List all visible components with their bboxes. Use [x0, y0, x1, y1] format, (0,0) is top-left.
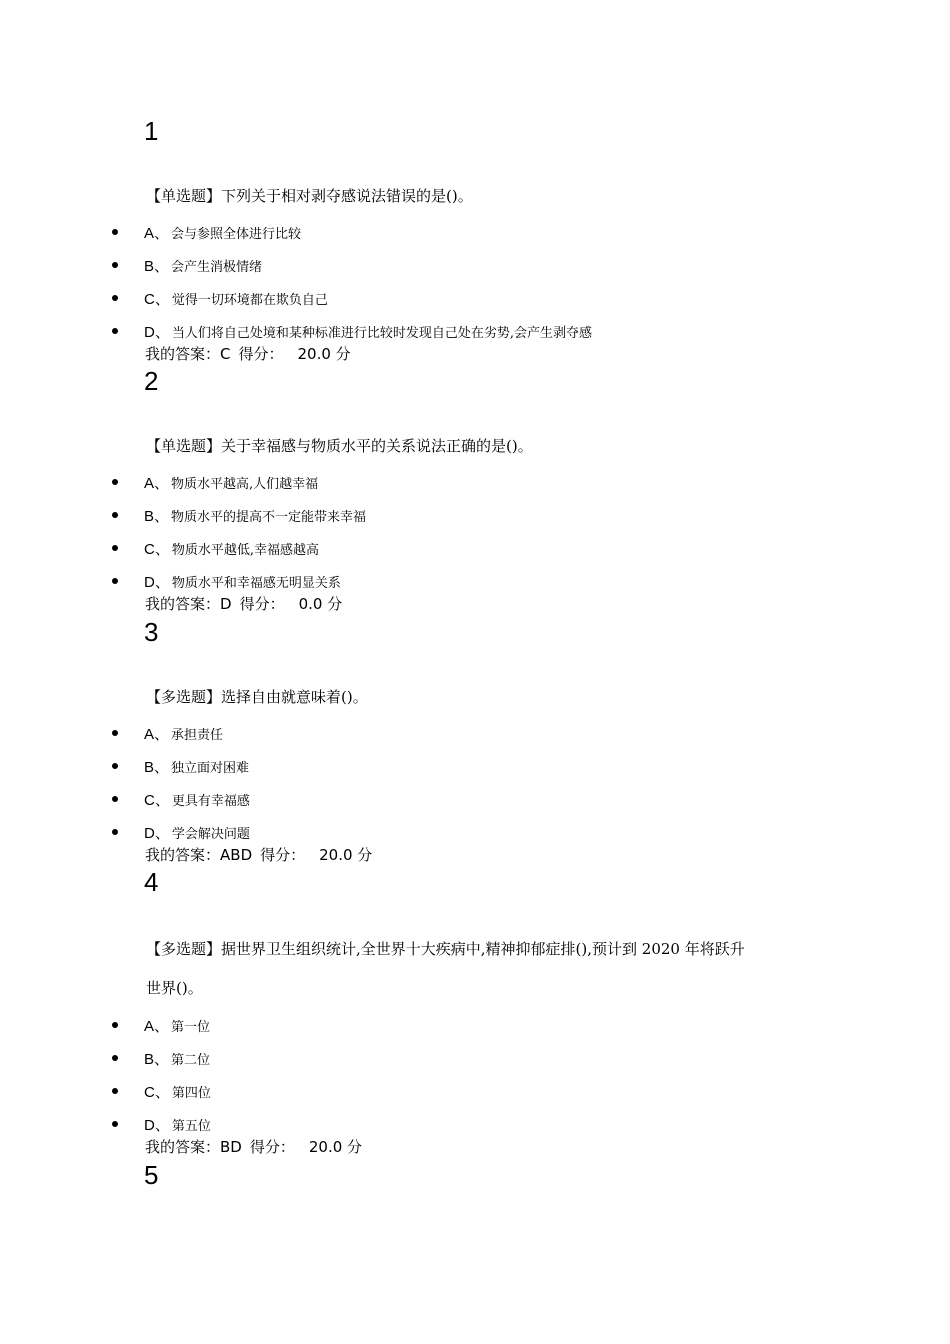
option-d[interactable]: [112, 320, 592, 342]
answer-label: 我的答案：: [145, 1138, 221, 1156]
option-c[interactable]: [112, 1080, 211, 1102]
bullet-icon: [112, 295, 118, 301]
option-text: 物质水平越高,人们越幸福: [171, 476, 319, 492]
option-text: 承担责任: [171, 727, 224, 743]
option-a[interactable]: [112, 722, 223, 744]
bullet-icon: [112, 796, 118, 802]
option-letter: A、: [144, 224, 170, 242]
option-text: 会与参照全体进行比较: [171, 226, 302, 242]
option-letter: D、: [144, 323, 170, 341]
option-letter: D、: [144, 1116, 170, 1134]
answer-label: 我的答案：: [145, 595, 221, 613]
score-value: 0.0 分: [298, 595, 343, 613]
option-letter: C、: [144, 290, 170, 308]
option-c[interactable]: [112, 537, 319, 559]
answer-line: [145, 845, 372, 865]
score-value: 20.0 分: [319, 846, 373, 864]
answer-line: [145, 1137, 362, 1157]
option-d[interactable]: [112, 821, 250, 843]
bullet-icon: [112, 1121, 118, 1127]
question-stem-line: 【多选题】选择自由就意味着()。: [146, 688, 368, 706]
my-answer: C: [220, 345, 231, 363]
bullet-icon: [112, 578, 118, 584]
option-text: 物质水平的提高不一定能带来幸福: [171, 509, 367, 525]
option-letter: D、: [144, 573, 170, 591]
option-letter: B、: [144, 507, 170, 525]
option-text: 会产生消极情绪: [171, 259, 263, 275]
option-text: 当人们将自己处境和某种标准进行比较时发现自己处在劣势,会产生剥夺感: [171, 325, 592, 341]
option-text: 物质水平越低,幸福感越高: [171, 542, 319, 558]
answer-label: 我的答案：: [145, 846, 221, 864]
bullet-icon: [112, 1022, 118, 1028]
my-answer: ABD: [220, 846, 253, 864]
bullet-icon: [112, 262, 118, 268]
question-stem-line: 【单选题】关于幸福感与物质水平的关系说法正确的是()。: [146, 437, 533, 455]
option-text: 物质水平和幸福感无明显关系: [171, 575, 341, 591]
bullet-icon: [112, 1055, 118, 1061]
score-label: 得分：: [239, 595, 285, 613]
bullet-icon: [112, 730, 118, 736]
bullet-icon: [112, 829, 118, 835]
question-stem: [146, 186, 473, 206]
option-b[interactable]: [112, 1047, 210, 1069]
question-stem-line: 世界()。: [146, 979, 203, 997]
option-a[interactable]: [112, 1014, 210, 1036]
option-text: 第二位: [171, 1052, 211, 1068]
score-value: 20.0 分: [308, 1138, 363, 1156]
option-text: 学会解决问题: [171, 826, 250, 842]
option-letter: A、: [144, 1017, 170, 1035]
option-c[interactable]: [112, 287, 328, 309]
score-label: 得分：: [238, 345, 284, 363]
bullet-icon: [112, 512, 118, 518]
question-number: 5: [144, 1160, 159, 1190]
option-d[interactable]: [112, 570, 341, 592]
my-answer: BD: [220, 1138, 242, 1156]
option-a[interactable]: [112, 221, 301, 243]
option-b[interactable]: [112, 504, 366, 526]
bullet-icon: [112, 479, 118, 485]
option-b[interactable]: [112, 254, 262, 276]
score-value: 20.0 分: [297, 345, 351, 363]
bullet-icon: [112, 545, 118, 551]
bullet-icon: [112, 1088, 118, 1094]
option-b[interactable]: [112, 755, 249, 777]
question-stem-line: 【单选题】下列关于相对剥夺感说法错误的是()。: [146, 187, 473, 205]
question-number: 4: [144, 867, 159, 897]
question-stem: [146, 687, 368, 707]
option-letter: B、: [144, 1050, 170, 1068]
option-d[interactable]: [112, 1113, 211, 1135]
question-stem-line: 【多选题】据世界卫生组织统计,全世界十大疾病中,精神抑郁症排(),预计到 2020 年将跃升: [146, 940, 745, 958]
option-a[interactable]: [112, 471, 318, 493]
option-letter: C、: [144, 1083, 170, 1101]
question-number: 2: [144, 366, 159, 396]
option-text: 独立面对困难: [171, 760, 250, 776]
score-label: 得分：: [260, 846, 306, 864]
option-letter: D、: [144, 824, 170, 842]
option-text: 觉得一切环境都在欺负自己: [171, 292, 328, 308]
bullet-icon: [112, 229, 118, 235]
option-letter: A、: [144, 725, 170, 743]
bullet-icon: [112, 763, 118, 769]
option-text: 更具有幸福感: [171, 793, 250, 809]
option-text: 第四位: [171, 1085, 211, 1101]
question-stem: [146, 939, 745, 998]
answer-label: 我的答案：: [145, 345, 221, 363]
my-answer: D: [220, 595, 232, 613]
answer-line: [145, 344, 351, 364]
bullet-icon: [112, 328, 118, 334]
score-label: 得分：: [249, 1138, 295, 1156]
option-letter: C、: [144, 791, 170, 809]
question-number: 1: [144, 116, 159, 146]
option-text: 第一位: [171, 1019, 211, 1035]
option-text: 第五位: [171, 1118, 211, 1134]
option-letter: A、: [144, 474, 170, 492]
question-number: 3: [144, 617, 159, 647]
option-letter: C、: [144, 540, 170, 558]
option-letter: B、: [144, 257, 170, 275]
question-stem: [146, 436, 533, 456]
option-c[interactable]: [112, 788, 250, 810]
option-letter: B、: [144, 758, 170, 776]
answer-line: [145, 594, 342, 614]
